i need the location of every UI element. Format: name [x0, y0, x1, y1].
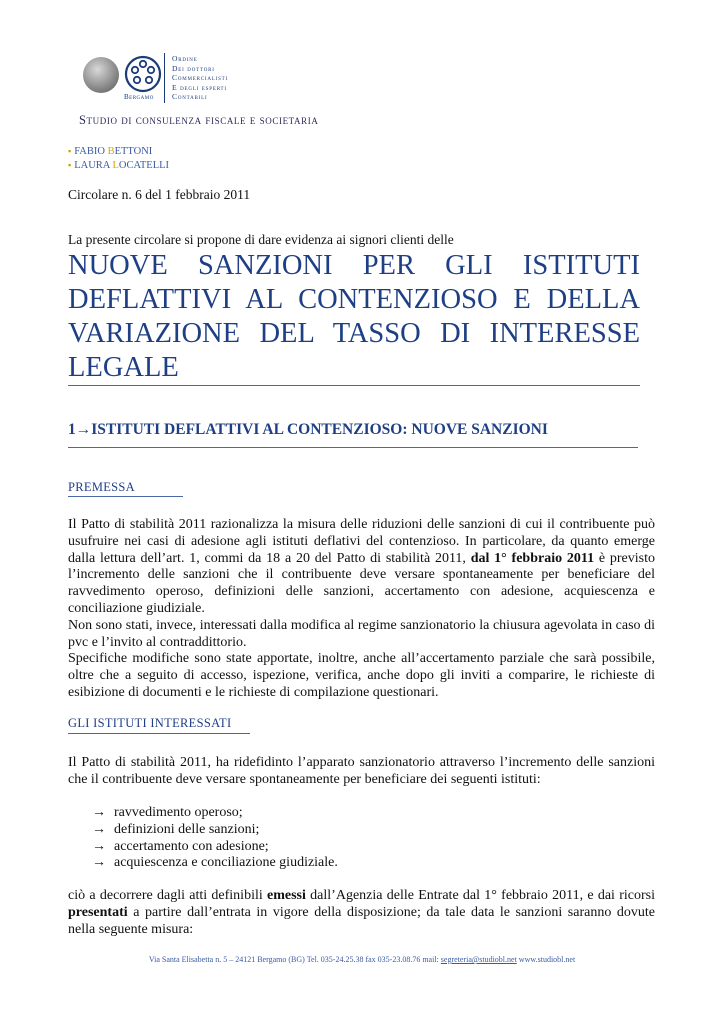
name-initial: L	[74, 159, 81, 171]
list-item	[92, 822, 338, 839]
name-part: ABIO	[79, 146, 108, 157]
name-initial: L	[112, 159, 119, 171]
bold-word: emessi	[267, 888, 306, 903]
istituti-conclusion	[68, 888, 655, 938]
istituti-list	[92, 805, 338, 872]
arrow-right-icon: →	[92, 838, 106, 854]
premessa-heading: PREMESSA	[68, 480, 136, 494]
footer-address: Via Santa Elisabetta n. 5 – 24121 Bergamo (BG) Tel. 035-24.25.38 fax 035-23.08.76 mail:	[148, 955, 441, 964]
intro-text: La presente circolare si propone di dare evidenza ai signori clienti delle	[68, 232, 454, 247]
document-title: NUOVE SANZIONI PER GLI ISTITUTI DEFLATTIVI AL CONTENZIOSO E DELLA VARIAZIONE DEL TASSO DI INTERESSE LEGALE	[68, 250, 640, 383]
istituti-heading: GLI ISTITUTI INTERESSATI	[68, 716, 232, 730]
istituti-underline	[68, 733, 250, 734]
paragraph	[68, 888, 655, 938]
circular-number: Circolare n. 6 del 1 febbraio 2011	[68, 187, 251, 202]
text-run: Il Patto di stabilità 2011 razionalizza la misura delle riduzioni delle sanzioni di cui il contribuente può usufruire nei casi di adesione agli istituti deflativi del contenzioso. In particolare, da quanto emerge dalla lettura dell’art. 1, commi da 18 a 20 del Patto di stabilità 2011,	[68, 517, 655, 566]
section-underline	[68, 447, 638, 448]
arrow-right-icon: →	[92, 805, 106, 820]
order-logo-icon	[124, 55, 162, 93]
paragraph	[68, 517, 655, 618]
istituti-intro	[68, 755, 655, 789]
partner-name	[68, 159, 169, 173]
logo-city-label: Bergamo	[124, 93, 154, 101]
list-item	[92, 855, 338, 872]
premessa-underline	[68, 496, 183, 497]
studio-title: Studio di consulenza fiscale e societaria	[79, 113, 319, 127]
name-part: AURA	[80, 159, 113, 171]
bold-date: dal 1° febbraio 2011	[470, 550, 595, 566]
name-initial: F	[74, 146, 80, 157]
list-item-text: accertamento con adesione;	[114, 838, 269, 854]
name-part: OCATELLI	[118, 159, 170, 171]
text-run: a partire dall’entrata in vigore della disposizione; da tale data le sanzioni saranno dovute nella seguente misura:	[68, 904, 655, 937]
paragraph: Specifiche modifiche sono state apportate, inoltre, anche all’accertamento parziale che sarà possibile, oltre che a seguito di accesso, ispezione, verifica, anche dopo gli inviti a comparire, le richieste di esibizione di documenti e le richieste di compilazione questionari.	[68, 651, 655, 700]
list-item	[92, 805, 338, 822]
order-name-line: Commercialisti	[172, 73, 228, 83]
partner-list	[68, 145, 169, 172]
list-item-text: acquiescenza e conciliazione giudiziale.	[114, 855, 338, 871]
website-link[interactable]: www.studiobl.net	[516, 955, 576, 964]
premessa-text	[68, 517, 655, 702]
order-name	[172, 54, 228, 102]
bold-word: presentati	[68, 904, 128, 920]
city-seal-logo	[83, 57, 119, 93]
list-item-text: ravvedimento operoso;	[114, 805, 243, 820]
partner-name	[68, 145, 169, 159]
page-footer	[0, 955, 724, 964]
list-item	[92, 839, 338, 856]
logo-divider	[164, 53, 165, 103]
order-name-line: Dei dottori	[172, 63, 215, 73]
square-bullet-icon: ▪	[68, 159, 72, 170]
text-run: è previsto l’incremento delle sanzioni che il contribuente deve versare spontaneamente per beneficiare del ravvedimento operoso, definizioni delle sanzioni, accertamento con adesione, acquiescenza e conciliazione giudiziale.	[68, 550, 655, 616]
paragraph: Il Patto di stabilità 2011, ha ridefidinto l’apparato sanzionatorio attraverso l’incremento delle sanzioni che il contribuente deve versare spontaneamente per beneficiare dei seguenti istituti:	[68, 755, 655, 787]
title-underline	[68, 385, 640, 386]
name-part: ETTONI	[114, 146, 153, 157]
section-heading: 1→ISTITUTI DEFLATTIVI AL CONTENZIOSO: NUOVE SANZIONI	[68, 421, 548, 438]
order-name-line: Contabili	[172, 92, 208, 102]
square-bullet-icon: ▪	[68, 146, 72, 156]
arrow-right-icon: →	[92, 855, 106, 871]
text-run: ciò a decorrere dagli atti definibili	[68, 888, 268, 903]
order-name-line: Ordine	[172, 54, 198, 63]
list-item-text: definizioni delle sanzioni;	[114, 821, 260, 837]
arrow-right-icon: →	[92, 821, 106, 837]
email-link[interactable]: segreteria@studiobl.net	[440, 955, 517, 964]
paragraph: Non sono stati, invece, interessati dalla modifica al regime sanzionatorio la chiusura agevolata in caso di pvc e l’invito al contraddittorio.	[68, 617, 655, 650]
text-run: dall’Agenzia delle Entrate dal 1° febbraio 2011, e dai ricorsi	[305, 888, 655, 903]
name-initial: B	[107, 146, 115, 157]
order-name-line: E degli esperti	[172, 82, 227, 92]
